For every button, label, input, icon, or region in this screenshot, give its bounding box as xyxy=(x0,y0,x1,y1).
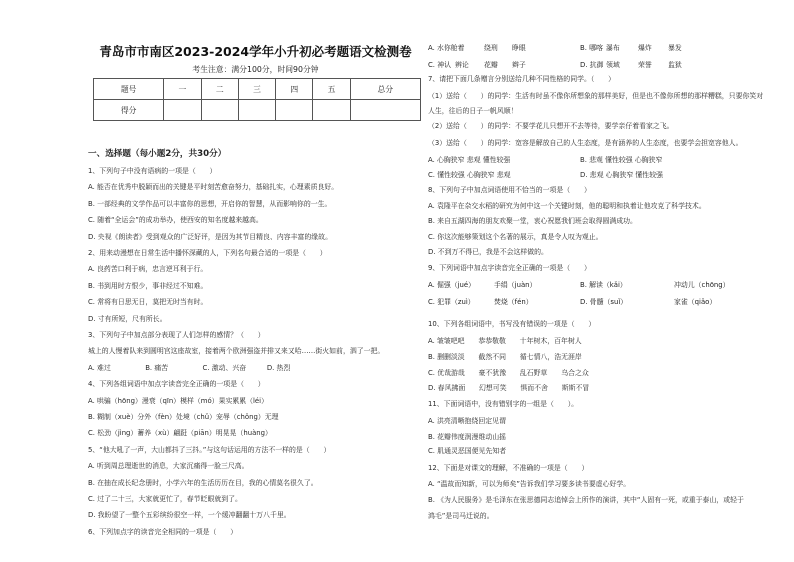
option-cell: B. 解读（kǎi） xyxy=(580,281,627,289)
question-line: 城上的人慢着队来到圆明宫这座故室，接着两个欧洲强盗并排又来又哈……街火如前，泗了一把。 xyxy=(88,347,385,356)
score-cell xyxy=(276,100,313,121)
question-line: D. 我盼望了一整个五彩缤纷很空一样，一个缓冲翻翻十万八千里。 xyxy=(88,511,291,520)
question-line: A. 皱皱吧吧 恭恭敬敬 十年树木，百年树人 xyxy=(428,337,582,345)
option-line: D. 悲观 心胸狭窄 懂性较强 xyxy=(580,171,663,179)
question-line: （3）送给（ ）的同学：宽容是解放自己的人生态度，是有涵养的人生态度，也要学会担宽容他人。 xyxy=(428,139,743,147)
option-cell: D. 抗御 xyxy=(580,61,604,69)
question-line: A. 哄骗（hōng）漫衰（qīn）模样（mó）果实累累（léi） xyxy=(88,396,268,405)
question-line: C. 常将有日思无日，莫把无时当有时。 xyxy=(88,298,208,307)
page-title: 青岛市市南区2023-2024学年小升初必考题语文检测卷 xyxy=(99,44,412,59)
option-cell: 瀑布 xyxy=(606,44,620,52)
question-line: C. 优哉游哉 豪不犹豫 乱石野草 乌合之众 xyxy=(428,369,589,377)
option-cell: A. 倔强（jué） xyxy=(428,281,476,289)
score-cell xyxy=(350,100,420,121)
option-cell: B. 哪喀 xyxy=(580,44,603,52)
question-line: A. “温故而知新，可以为师矣”告诉我们学习要多读书要虚心好学。 xyxy=(428,480,631,488)
score-cell xyxy=(201,100,238,121)
option-cell: 冲动儿（chōng） xyxy=(674,281,730,289)
option-cell: 监狱 xyxy=(668,61,682,69)
score-table-header-row xyxy=(94,79,421,100)
question-line: 12、下面是对课文的理解，不准确的一项是（ ） xyxy=(428,464,589,472)
question-line: A. 洪亮清晰抱绕回定见谓 xyxy=(428,417,506,425)
question-line: B. 来自五湖四海的朋友欢聚一堂，衷心祝愿我们班会取得圆满成功。 xyxy=(428,217,637,225)
question-line: D. 春风拂面 幻想可笑 惧而不舍 斯斯不冒 xyxy=(428,384,590,392)
question-line: 10、下列各组词语中，书写没有错误的一项是（ ） xyxy=(428,320,596,328)
question-line: B. 糊制（xuè）分外（fèn）处境（chǔ）宠辱（chǒng）无理 xyxy=(88,413,279,421)
question-line: A. 袁隆平在杂交水稻的研究为何中这一个关键时刻，他的聪明和执着让他攻克了科学技术。 xyxy=(428,202,706,210)
question-line: A. 能否在优秀中脱颖而出的关键是平时刻苦愈奋努力，基础扎实，心理素质良好。 xyxy=(88,183,339,192)
question-line: 7、请把下面几条赠言分别送给几种不同性格的同学。（ ） xyxy=(428,75,615,83)
option-cell: 荣誉 xyxy=(638,61,652,69)
score-cell: 三 xyxy=(238,79,275,100)
question-line: A. 难过 B. 痛苦 C. 激动、兴奋 D. 热烈 xyxy=(88,363,291,372)
question-line: C. 懂性较强 心胸狭窄 悲观 xyxy=(428,171,511,179)
exam-note: 考生注意：满分100分，时间90分钟 xyxy=(192,65,319,74)
option-cell: 辫子 xyxy=(512,61,526,69)
option-cell: 家雀（qiǎo） xyxy=(674,298,717,306)
option-cell: 暴发 xyxy=(668,44,682,52)
question-line: A. 良药苦口利于病，忠言逆耳利于行。 xyxy=(88,265,208,274)
question-line: 6、下列加点字的读音完全相同的一项是（ ） xyxy=(88,527,238,536)
score-cell: 四 xyxy=(276,79,313,100)
score-cell: 一 xyxy=(164,79,201,100)
option-cell: 领域 xyxy=(606,61,620,69)
question-line: C. 你这次能够策划这个名著的展示，真是令人叹为观止。 xyxy=(428,233,603,241)
question-line: B. 一部经典的文学作品可以丰富你的思想，开启你的智慧，从而影响你的一生。 xyxy=(88,199,332,208)
question-line: 人生，往后的日子一帆风顺！ xyxy=(428,107,518,115)
question-line: B. 书到用时方恨少，事非经过不知难。 xyxy=(88,281,208,290)
score-cell: 题号 xyxy=(94,79,164,100)
question-line: D. 寸有所短，尺有所长。 xyxy=(88,314,167,323)
question-line: 11、下面词语中，没有错别字的一组是（ ）。 xyxy=(428,400,579,408)
score-cell: 总分 xyxy=(350,79,420,100)
question-line: 5、“他大吼了一声，大山都抖了三抖。”与这句话运用的方法不一样的是（ ） xyxy=(88,445,331,454)
option-cell: 绕刑 xyxy=(484,44,498,52)
option-cell: D. 骨髓（suǐ） xyxy=(580,298,628,306)
option-cell: C. 犯罪（zuì） xyxy=(428,298,475,306)
question-line: （2）送给（ ）的同学：不要学花儿只想开不去等待，要学亲仔着看家之飞。 xyxy=(428,122,674,130)
question-line: 3、下列句子中加点部分表现了人们怎样的感情？（ ） xyxy=(88,331,265,339)
question-line: C. 松劲（jìng）蓄养（xù）翩跹（piān）明晃晃（huàng） xyxy=(88,429,272,438)
option-cell: 爆炸 xyxy=(638,44,652,52)
question-line: B. 删删淡淡 截然不同 循七情八，浩无涯岸 xyxy=(428,353,582,361)
question-line: D. 央视《朗读者》受到观众的广泛好评，是因为其节目精良、内容丰富的缘故。 xyxy=(88,232,332,241)
question-line: C. 过了二十三，大家就更忙了，春节眨眼就到了。 xyxy=(88,495,242,503)
score-cell: 得分 xyxy=(94,100,164,121)
section-title: 一、选择题（每小题2分，共30分） xyxy=(88,149,227,159)
question-line: C. 随着“全运会”的成功举办，使西安的知名度越来越高。 xyxy=(88,216,263,225)
option-line: B. 悲观 懂性较强 心胸狭窄 xyxy=(580,156,663,164)
score-cell xyxy=(164,100,201,121)
question-line: A. 心胸狭窄 悲观 懂性较强 xyxy=(428,156,511,164)
question-line: （1）送给（ ）的同学：生活有时虽不像你所想象的那样美好，但是也不像你所想的那样糟糕，只要你笑对 xyxy=(428,92,764,100)
question-line: 9、下列词语中加点字读音完全正确的一项是（ ） xyxy=(428,264,591,272)
option-cell: 焚烧（fén） xyxy=(494,298,533,306)
option-cell: 睁眼 xyxy=(512,44,526,52)
question-line: B. 在抽在成长纪念册时，小学六年的生活历历在目，我的心情莫名很久了。 xyxy=(88,478,318,487)
question-line: 鸿毛”是司马迁说的。 xyxy=(428,512,494,520)
question-line: D. 不到万不得已，我是不会这样做的。 xyxy=(428,248,548,256)
score-cell: 五 xyxy=(313,79,350,100)
score-table xyxy=(93,78,421,121)
score-cell xyxy=(313,100,350,121)
score-cell xyxy=(238,100,275,121)
question-line: B. 花瓣伟度润漫维动山摇 xyxy=(428,433,507,441)
question-line: A. 听到周总理逝世的消息，大家沉痛得一脸三尺高。 xyxy=(88,462,249,471)
question-line: 2、用来动漫想在日常生活中播怀深藏的人，下列名句最合适的一项是（ ） xyxy=(88,249,327,257)
question-line: 1、下列句子中没有语病的一项是（ ） xyxy=(88,167,217,175)
option-cell: A. 水你舱着 xyxy=(428,44,465,52)
option-cell: C. 神认 xyxy=(428,61,451,69)
score-table-score-row xyxy=(94,100,421,121)
question-line: B. 《为人民服务》是毛泽东在张思德同志追悼会上所作的演讲，其中“人固有一死，或重于泰山，或轻于 xyxy=(428,496,744,504)
question-line: 8、下列句子中加点词语使用不恰当的一项是（ ） xyxy=(428,186,591,194)
question-line: 4、下列各组词语中加点字读音完全正确的一项是（ ） xyxy=(88,380,265,389)
question-line: C. 肌通灵恶国便见先知者 xyxy=(428,447,507,455)
score-cell: 二 xyxy=(201,79,238,100)
option-cell: 手绢（juàn） xyxy=(494,281,537,289)
option-cell: 花瓣 xyxy=(484,61,498,69)
option-cell: 辨论 xyxy=(455,61,469,69)
